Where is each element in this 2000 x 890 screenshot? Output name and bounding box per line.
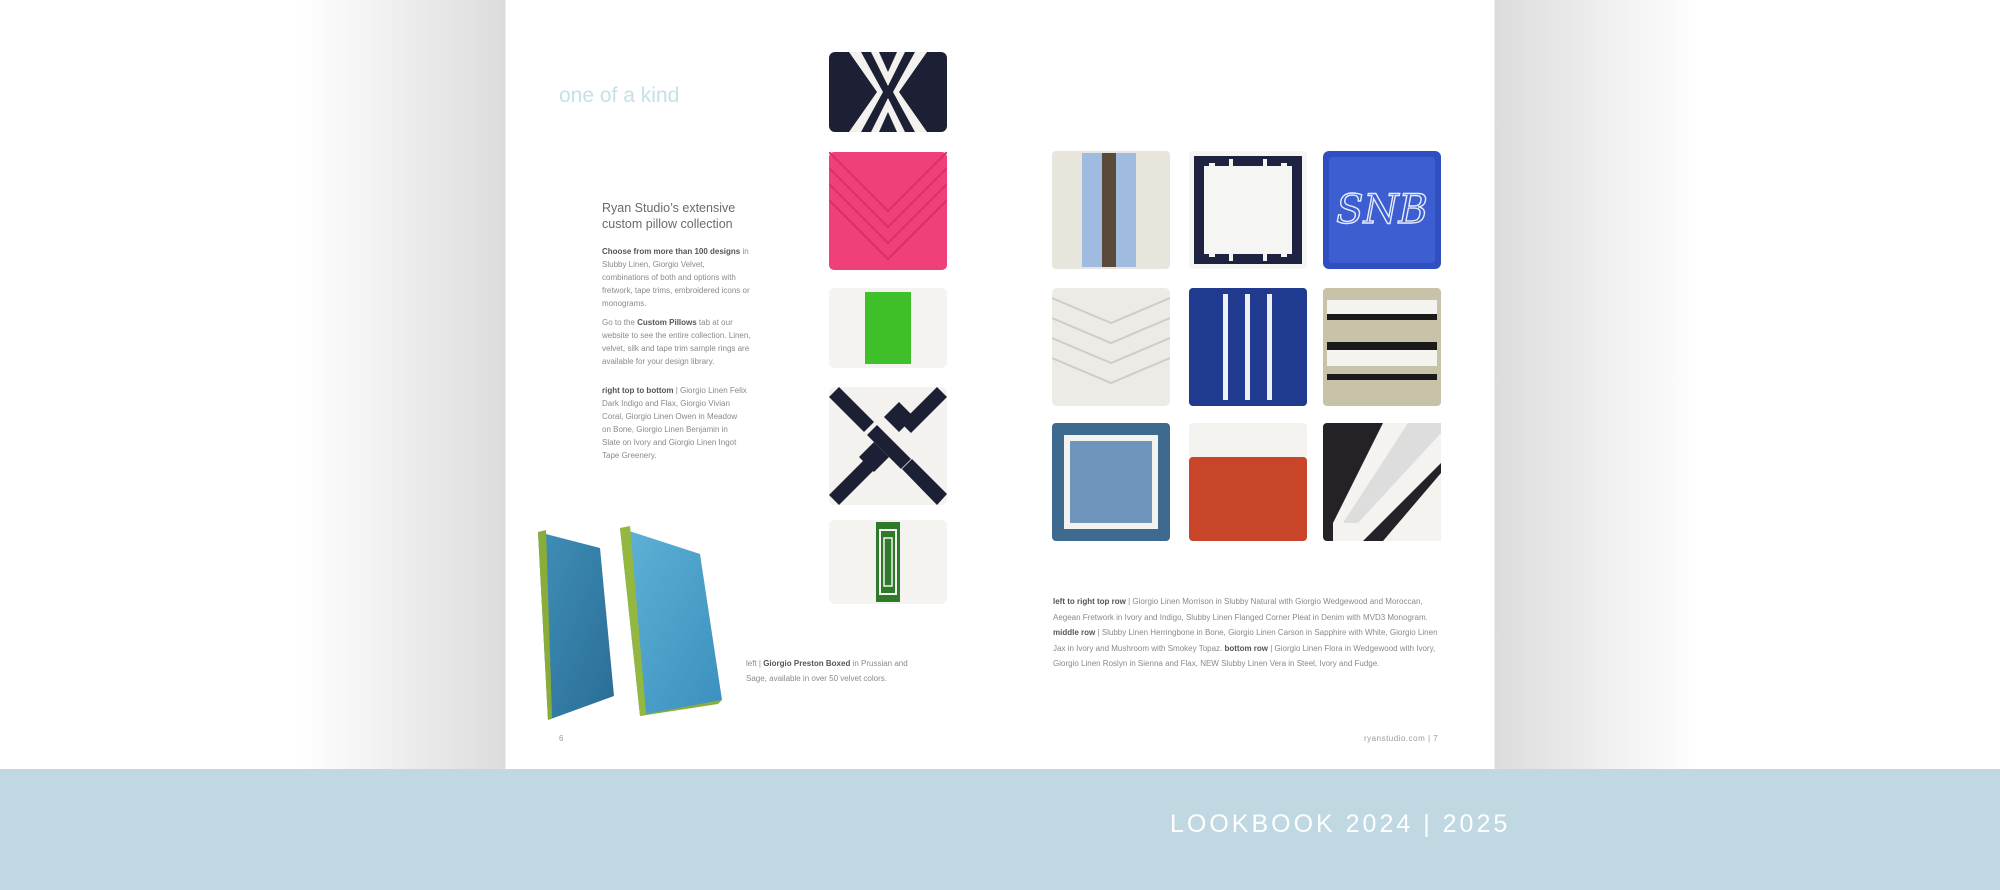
pillow-morrison-natural [1052, 151, 1170, 269]
footer-title: LOOKBOOK 2024 | 2025 [1170, 810, 1511, 838]
pillow-benjamin-slate [829, 387, 947, 505]
intro-p1-strong: Choose from more than 100 designs [602, 247, 741, 256]
caption-left-strong: Giorgio Preston Boxed [763, 659, 851, 668]
pillow-felix-indigo [829, 52, 947, 132]
pillow-vivian-coral [829, 152, 947, 270]
pillow-ingot-greenery [829, 520, 947, 604]
credits-strong: right top to bottom [602, 386, 674, 395]
pillow-carson-sapphire [1189, 288, 1307, 406]
pillow-roslyn-sienna [1189, 423, 1307, 541]
page-number-right: ryanstudio.com | 7 [1364, 734, 1439, 743]
pillow-flanged-denim-monogram [1323, 151, 1441, 269]
pillow-herringbone-bone [1052, 288, 1170, 406]
monogram-text: SNB [1336, 187, 1428, 233]
caption-left-pre: left | [746, 659, 764, 668]
caption-right-bottom-text: | Giorgio Linen Flora in Wedgewood with Ivory, Giorgio Linen Roslyn in Sienna and Flax, NEW Slubby Linen Vera in Steel, Ivory and Fudge. [1053, 643, 1436, 668]
pillow-flora-wedgewood [1052, 423, 1170, 541]
pillow-preston-boxed-pair [530, 520, 740, 720]
credits-rest: | Giorgio Linen Felix Dark Indigo and Flax, Giorgio Vivian Coral, Giorgio Linen Owen in Meadow on Bone, Giorgio Linen Benjamin in Slate on Ivory and Giorgio Linen Ingot Tape Greenery. [602, 386, 747, 460]
caption-right-top-label: left to right top row [1053, 597, 1126, 606]
pillow-aegean-fretwork [1189, 151, 1307, 269]
footer-band [0, 769, 2000, 890]
credits-right-column [602, 384, 747, 462]
intro-p1-rest: in Slubby Linen, Giorgio Velvet, combinations of both and options with fretwork, tape trims, embroidered icons or monograms. [602, 247, 750, 308]
intro-paragraph-2 [602, 316, 752, 368]
intro-body [602, 245, 752, 374]
intro-p2-rest: tab at our website to see the entire collection. Linen, velvet, silk and tape trim sample rings are available for your design library. [602, 318, 751, 366]
page-number-left: 6 [559, 734, 564, 743]
section-kicker: one of a kind [559, 84, 680, 107]
intro-p2-strong: Custom Pillows [637, 318, 697, 327]
pillow-vera-steel [1323, 423, 1441, 541]
caption-right-middle-label: middle row [1053, 628, 1096, 637]
caption-left [746, 656, 916, 686]
pillow-owen-meadow [829, 288, 947, 368]
caption-left-rest: in Prussian and Sage, available in over 50 velvet colors. [746, 659, 908, 683]
pillow-jax-mushroom [1323, 288, 1441, 406]
caption-right-bottom-label: bottom row [1224, 643, 1269, 653]
caption-right-middle-text: | Slubby Linen Herringbone in Bone, Giorgio Linen Carson in Sapphire with White, Giorgio Linen Jax in Ivory and Mushroom with Smokey Topaz. [1053, 628, 1438, 653]
intro-paragraph-1 [602, 245, 752, 310]
intro-title: Ryan Studio’s extensive custom pillow collection [602, 201, 736, 231]
caption-right-top-text: | Giorgio Linen Morrison in Slubby Natural with Giorgio Wedgewood and Moroccan, Aegean Fretwork in Ivory and Indigo, Slubby Linen Flanged Corner Pleat in Denim with MVD3 Monogram. [1053, 597, 1428, 622]
intro-p2-pre: Go to the [602, 318, 638, 327]
caption-right [1053, 594, 1443, 672]
